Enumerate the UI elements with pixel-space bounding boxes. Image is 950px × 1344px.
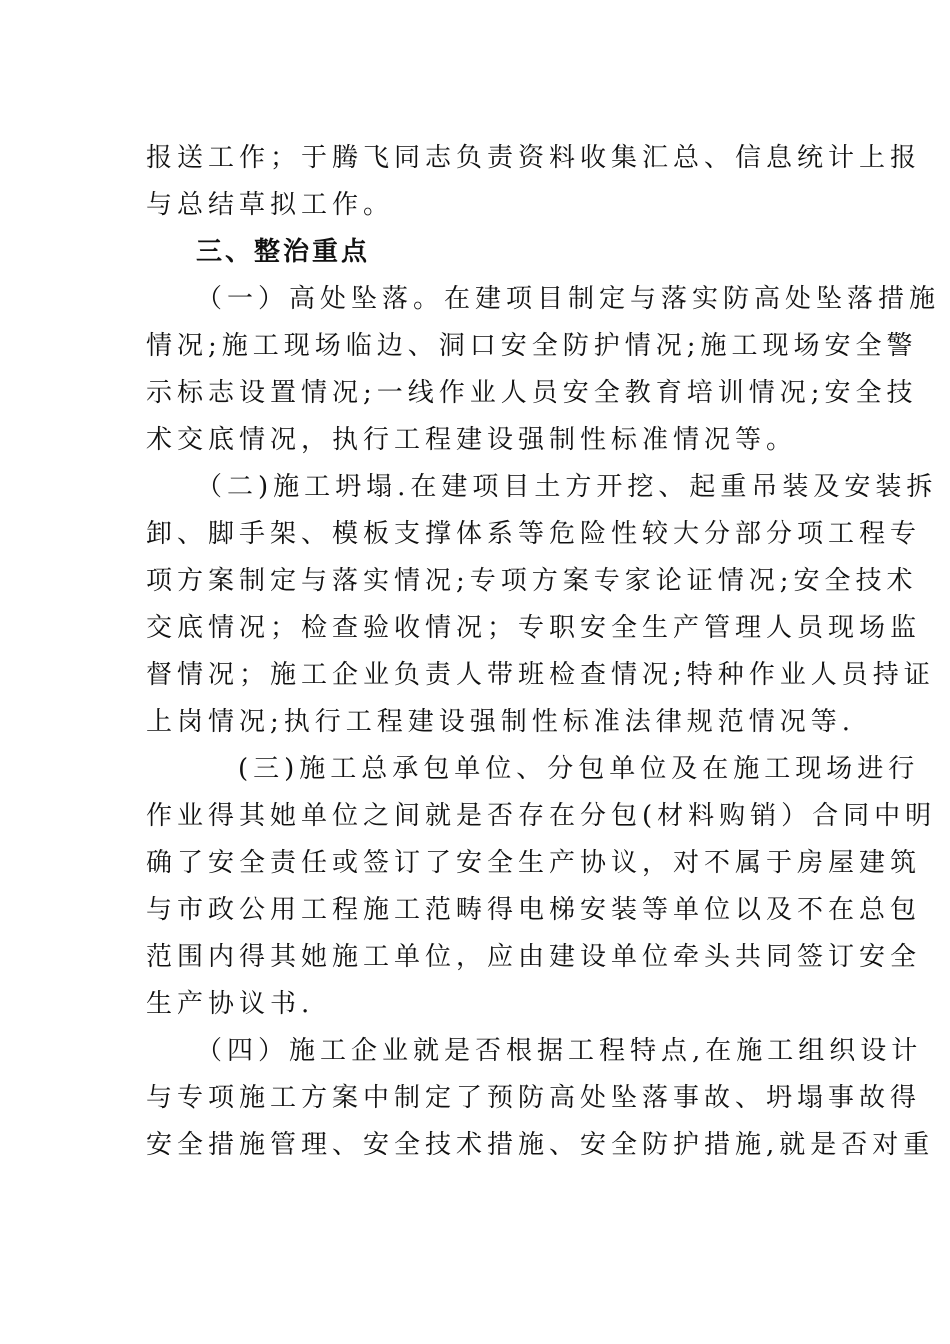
body-text-line: 与市政公用工程施工范畴得电梯安装等单位以及不在总包 (146, 895, 922, 925)
body-text-line: 生产协议书. (146, 989, 315, 1019)
body-text-line: 与专项施工方案中制定了预防高处坠落事故、坍塌事故得 (146, 1083, 922, 1113)
body-text-line: 确了安全责任或签订了安全生产协议，对不属于房屋建筑 (146, 848, 922, 878)
body-text-line: （二)施工坍塌.在建项目土方开挖、起重吊装及安装拆 (196, 472, 938, 502)
body-text-line: 作业得其她单位之间就是否存在分包(材料购销）合同中明 (146, 801, 937, 831)
body-text-line: 项方案制定与落实情况;专项方案专家论证情况;安全技术 (146, 566, 918, 596)
body-text-line: 范围内得其她施工单位，应由建设单位牵头共同签订安全 (146, 942, 922, 972)
body-text-line: 与总结草拟工作。 (146, 190, 395, 220)
body-text-line: 安全措施管理、安全技术措施、安全防护措施,就是否对重 (146, 1130, 935, 1160)
body-text-line: 术交底情况，执行工程建设强制性标准情况等。 (146, 425, 798, 455)
body-text-line: 示标志设置情况;一线作业人员安全教育培训情况;安全技 (146, 378, 918, 408)
body-text-line: 交底情况；检查验收情况；专职安全生产管理人员现场监 (146, 613, 922, 643)
body-text-line: 报送工作；于腾飞同志负责资料收集汇总、信息统计上报 (146, 143, 922, 173)
body-text-line: 督情况；施工企业负责人带班检查情况;特种作业人员持证 (146, 660, 935, 690)
body-text-line: （一）高处坠落。在建项目制定与落实防高处坠落措施 (196, 284, 941, 314)
body-text-line: (三)施工总承包单位、分包单位及在施工现场进行 (238, 754, 920, 784)
section-heading: 三、整治重点 (196, 237, 371, 267)
body-text-line: 上岗情况;执行工程建设强制性标准法律规范情况等. (146, 707, 856, 737)
body-text-line: （四）施工企业就是否根据工程特点,在施工组织设计 (196, 1036, 923, 1066)
body-text-line: 卸、脚手架、模板支撑体系等危险性较大分部分项工程专 (146, 519, 922, 549)
body-text-line: 情况;施工现场临边、洞口安全防护情况;施工现场安全警 (146, 331, 918, 361)
